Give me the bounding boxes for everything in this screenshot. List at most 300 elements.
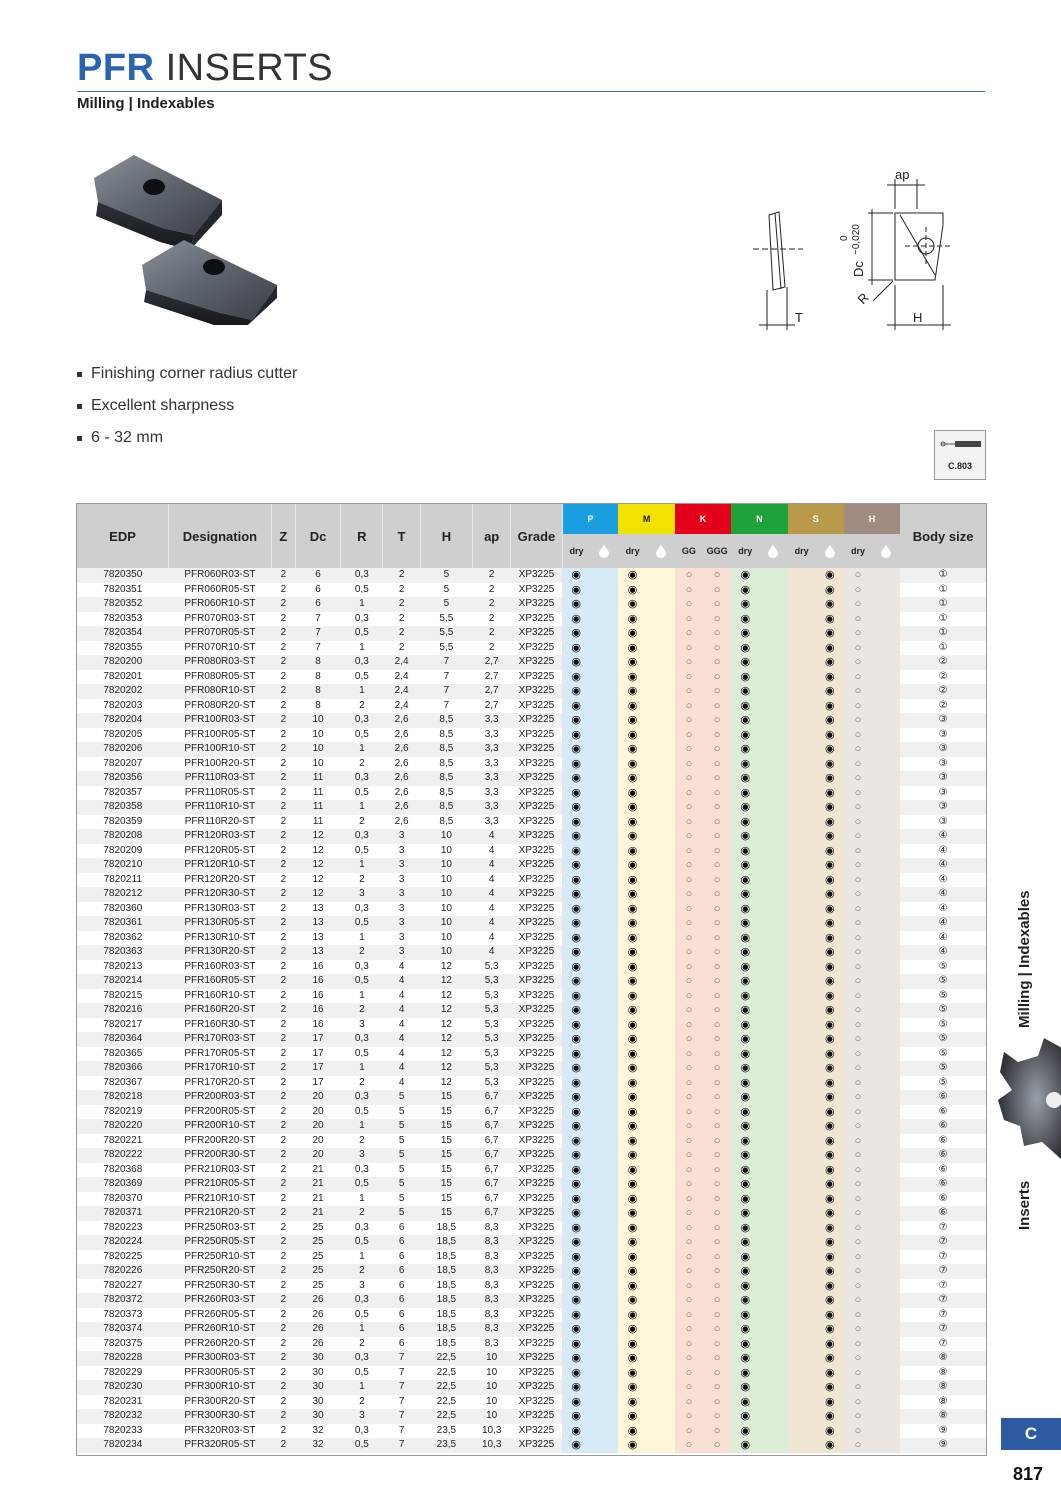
empty-usage-cell <box>590 1279 618 1294</box>
recommended-symbol: ◉ <box>731 1409 759 1424</box>
table-cell: 7 <box>420 684 472 699</box>
empty-usage-cell <box>759 1395 787 1410</box>
empty-usage-cell <box>759 742 787 757</box>
table-cell: 7820222 <box>77 1148 169 1163</box>
empty-usage-cell <box>872 699 900 714</box>
recommended-symbol: ◉ <box>618 641 646 656</box>
empty-usage-cell <box>647 641 675 656</box>
recommended-symbol: ◉ <box>562 1105 590 1120</box>
table-cell: XP3225 <box>511 1061 562 1076</box>
table-cell: PFR260R03-ST <box>169 1293 272 1308</box>
table-cell: 1 <box>341 1322 383 1337</box>
table-cell: 0,5 <box>341 1047 383 1062</box>
suitable-symbol: ○ <box>703 873 731 888</box>
table-cell: 7 <box>383 1438 420 1453</box>
suitable-symbol: ○ <box>844 1409 872 1424</box>
suitable-symbol: ○ <box>844 1061 872 1076</box>
table-cell: 2 <box>271 1090 295 1105</box>
table-cell: PFR300R03-ST <box>169 1351 272 1366</box>
suitable-symbol: ○ <box>844 1177 872 1192</box>
table-cell: 5 <box>420 583 472 598</box>
table-cell: 1 <box>341 597 383 612</box>
table-cell: 0,5 <box>341 670 383 685</box>
table-cell: PFR080R03-ST <box>169 655 272 670</box>
table-cell: 2 <box>271 887 295 902</box>
recommended-symbol: ◉ <box>816 1105 844 1120</box>
recommended-symbol: ◉ <box>562 771 590 786</box>
table-cell: 3 <box>383 873 420 888</box>
table-cell: 2 <box>271 1250 295 1265</box>
empty-usage-cell <box>788 945 816 960</box>
table-cell: XP3225 <box>511 670 562 685</box>
suitable-symbol: ○ <box>675 1322 703 1337</box>
table-cell: 7820202 <box>77 684 169 699</box>
table-cell: 0,3 <box>341 1090 383 1105</box>
empty-usage-cell <box>590 829 618 844</box>
table-cell: 0,5 <box>341 786 383 801</box>
table-row <box>77 1438 986 1453</box>
table-cell: 0,5 <box>341 1308 383 1323</box>
recommended-symbol: ◉ <box>618 1119 646 1134</box>
empty-usage-cell <box>759 568 787 583</box>
table-cell: 21 <box>295 1206 340 1221</box>
table-cell: 7820355 <box>77 641 169 656</box>
table-cell: 7820370 <box>77 1192 169 1207</box>
empty-usage-cell <box>590 1076 618 1091</box>
table-cell: 2,6 <box>383 713 420 728</box>
table-cell: XP3225 <box>511 757 562 772</box>
recommended-symbol: ◉ <box>562 757 590 772</box>
body-size-cell: ⑧ <box>900 1351 986 1366</box>
empty-usage-cell <box>647 1061 675 1076</box>
table-cell: 12 <box>420 974 472 989</box>
table-cell: 7820230 <box>77 1380 169 1395</box>
body-size-cell: ⑥ <box>900 1163 986 1178</box>
body-size-cell: ⑦ <box>900 1250 986 1265</box>
empty-usage-cell <box>590 583 618 598</box>
empty-usage-cell <box>647 916 675 931</box>
recommended-symbol: ◉ <box>618 1192 646 1207</box>
empty-usage-cell <box>872 1119 900 1134</box>
recommended-symbol: ◉ <box>618 931 646 946</box>
recommended-symbol: ◉ <box>816 1424 844 1439</box>
suitable-symbol: ○ <box>703 1192 731 1207</box>
suitable-symbol: ○ <box>844 1250 872 1265</box>
empty-usage-cell <box>759 1206 787 1221</box>
suitable-symbol: ○ <box>703 713 731 728</box>
recommended-symbol: ◉ <box>816 800 844 815</box>
table-cell: 2 <box>271 1206 295 1221</box>
table-cell: XP3225 <box>511 815 562 830</box>
recommended-symbol: ◉ <box>816 1177 844 1192</box>
recommended-symbol: ◉ <box>562 641 590 656</box>
table-cell: 12 <box>420 1003 472 1018</box>
body-size-cell: ⑨ <box>900 1424 986 1439</box>
table-cell: 3,3 <box>473 815 511 830</box>
recommended-symbol: ◉ <box>618 887 646 902</box>
suitable-symbol: ○ <box>675 1279 703 1294</box>
table-row <box>77 1308 986 1323</box>
suitable-symbol: ○ <box>703 1395 731 1410</box>
suitable-symbol: ○ <box>675 1380 703 1395</box>
body-size-cell: ③ <box>900 815 986 830</box>
body-size-cell: ③ <box>900 728 986 743</box>
suitable-symbol: ○ <box>675 1409 703 1424</box>
table-cell: 10 <box>473 1409 511 1424</box>
recommended-symbol: ◉ <box>562 887 590 902</box>
table-cell: 7820361 <box>77 916 169 931</box>
empty-usage-cell <box>788 1424 816 1439</box>
col-header-grade: Grade <box>511 504 562 568</box>
table-cell: 3 <box>341 1148 383 1163</box>
suitable-symbol: ○ <box>844 670 872 685</box>
suitable-symbol: ○ <box>844 1163 872 1178</box>
table-cell: 12 <box>295 829 340 844</box>
recommended-symbol: ◉ <box>731 1293 759 1308</box>
table-cell: 2 <box>271 1395 295 1410</box>
empty-usage-cell <box>759 1424 787 1439</box>
suitable-symbol: ○ <box>844 1105 872 1120</box>
recommended-symbol: ◉ <box>618 800 646 815</box>
table-cell: 4 <box>473 858 511 873</box>
recommended-symbol: ◉ <box>731 655 759 670</box>
recommended-symbol: ◉ <box>618 1047 646 1062</box>
empty-usage-cell <box>647 1250 675 1265</box>
col-header-edp: EDP <box>77 504 169 568</box>
table-cell: 0,5 <box>341 974 383 989</box>
col-header-designation: Designation <box>169 504 272 568</box>
empty-usage-cell <box>759 1380 787 1395</box>
suitable-symbol: ○ <box>675 713 703 728</box>
body-size-cell: ⑦ <box>900 1279 986 1294</box>
recommended-symbol: ◉ <box>816 858 844 873</box>
empty-usage-cell <box>647 568 675 583</box>
table-cell: 26 <box>295 1293 340 1308</box>
table-cell: 7820353 <box>77 612 169 627</box>
table-row <box>77 1047 986 1062</box>
recommended-symbol: ◉ <box>731 1192 759 1207</box>
recommended-symbol: ◉ <box>816 1279 844 1294</box>
body-size-cell: ⑤ <box>900 1047 986 1062</box>
empty-usage-cell <box>759 1061 787 1076</box>
table-cell: PFR200R30-ST <box>169 1148 272 1163</box>
recommended-symbol: ◉ <box>562 728 590 743</box>
suitable-symbol: ○ <box>703 684 731 699</box>
recommended-symbol: ◉ <box>618 1177 646 1192</box>
empty-usage-cell <box>759 655 787 670</box>
suitable-symbol: ○ <box>703 1424 731 1439</box>
body-size-cell: ⑦ <box>900 1264 986 1279</box>
table-cell: 2 <box>473 626 511 641</box>
table-cell: PFR070R10-ST <box>169 641 272 656</box>
empty-usage-cell <box>759 829 787 844</box>
suitable-symbol: ○ <box>675 1235 703 1250</box>
table-row <box>77 1177 986 1192</box>
empty-usage-cell <box>647 684 675 699</box>
table-cell: 0,5 <box>341 916 383 931</box>
body-size-cell: ⑧ <box>900 1366 986 1381</box>
table-cell: XP3225 <box>511 873 562 888</box>
suitable-symbol: ○ <box>675 684 703 699</box>
table-cell: XP3225 <box>511 1308 562 1323</box>
empty-usage-cell <box>872 1250 900 1265</box>
table-cell: XP3225 <box>511 1395 562 1410</box>
page-reference-link[interactable] <box>934 430 986 480</box>
table-cell: 10 <box>420 873 472 888</box>
table-cell: XP3225 <box>511 1148 562 1163</box>
empty-usage-cell <box>759 699 787 714</box>
table-cell: XP3225 <box>511 1235 562 1250</box>
empty-usage-cell <box>788 829 816 844</box>
table-cell: 5 <box>383 1177 420 1192</box>
table-cell: 2 <box>473 641 511 656</box>
table-row <box>77 1221 986 1236</box>
recommended-symbol: ◉ <box>731 800 759 815</box>
body-size-cell: ④ <box>900 829 986 844</box>
body-size-cell: ⑦ <box>900 1221 986 1236</box>
recommended-symbol: ◉ <box>731 771 759 786</box>
empty-usage-cell <box>788 887 816 902</box>
table-cell: 10 <box>420 887 472 902</box>
col-header-dc: Dc <box>295 504 340 568</box>
empty-usage-cell <box>759 974 787 989</box>
empty-usage-cell <box>872 1351 900 1366</box>
body-size-cell: ② <box>900 684 986 699</box>
table-cell: 0,3 <box>341 1351 383 1366</box>
suitable-symbol: ○ <box>844 1047 872 1062</box>
table-cell: XP3225 <box>511 1366 562 1381</box>
table-cell: 0,3 <box>341 902 383 917</box>
body-size-cell: ③ <box>900 786 986 801</box>
table-cell: 18,5 <box>420 1308 472 1323</box>
table-cell: 2 <box>271 1293 295 1308</box>
empty-usage-cell <box>590 713 618 728</box>
empty-usage-cell <box>759 1076 787 1091</box>
tool-holder-icon <box>935 431 985 457</box>
empty-usage-cell <box>647 945 675 960</box>
table-cell: 2 <box>271 800 295 815</box>
table-row <box>77 1380 986 1395</box>
page-title <box>77 46 333 90</box>
recommended-symbol: ◉ <box>618 1409 646 1424</box>
empty-usage-cell <box>590 1264 618 1279</box>
suitable-symbol: ○ <box>703 974 731 989</box>
suitable-symbol: ○ <box>675 1090 703 1105</box>
empty-usage-cell <box>788 960 816 975</box>
empty-usage-cell <box>872 1003 900 1018</box>
body-size-cell: ② <box>900 670 986 685</box>
recommended-symbol: ◉ <box>618 655 646 670</box>
table-cell: 0,3 <box>341 1424 383 1439</box>
table-row <box>77 1366 986 1381</box>
suitable-symbol: ○ <box>703 568 731 583</box>
recommended-symbol: ◉ <box>731 989 759 1004</box>
table-row <box>77 771 986 786</box>
suitable-symbol: ○ <box>844 568 872 583</box>
suitable-symbol: ○ <box>703 626 731 641</box>
recommended-symbol: ◉ <box>816 1134 844 1149</box>
table-row <box>77 1148 986 1163</box>
table-cell: PFR110R20-ST <box>169 815 272 830</box>
recommended-symbol: ◉ <box>816 887 844 902</box>
empty-usage-cell <box>872 1206 900 1221</box>
suitable-symbol: ○ <box>703 1235 731 1250</box>
recommended-symbol: ◉ <box>816 612 844 627</box>
recommended-symbol: ◉ <box>618 728 646 743</box>
recommended-symbol: ◉ <box>618 1337 646 1352</box>
material-group-k: K <box>675 504 731 534</box>
recommended-symbol: ◉ <box>816 1264 844 1279</box>
suitable-symbol: ○ <box>703 1177 731 1192</box>
recommended-symbol: ◉ <box>816 1076 844 1091</box>
table-cell: 7820368 <box>77 1163 169 1178</box>
recommended-symbol: ◉ <box>562 916 590 931</box>
recommended-symbol: ◉ <box>618 1424 646 1439</box>
table-cell: 5,3 <box>473 1061 511 1076</box>
table-cell: 7820354 <box>77 626 169 641</box>
recommended-symbol: ◉ <box>562 858 590 873</box>
coolant-drop-icon <box>590 534 618 568</box>
page-subtitle: Milling | Indexables <box>77 95 215 112</box>
recommended-symbol: ◉ <box>816 1380 844 1395</box>
empty-usage-cell <box>590 815 618 830</box>
recommended-symbol: ◉ <box>731 1206 759 1221</box>
recommended-symbol: ◉ <box>816 1322 844 1337</box>
table-cell: PFR300R20-ST <box>169 1395 272 1410</box>
table-cell: 7 <box>383 1366 420 1381</box>
recommended-symbol: ◉ <box>731 1018 759 1033</box>
empty-usage-cell <box>788 1018 816 1033</box>
suitable-symbol: ○ <box>844 612 872 627</box>
table-cell: 4 <box>473 916 511 931</box>
suitable-symbol: ○ <box>844 1264 872 1279</box>
empty-usage-cell <box>788 1003 816 1018</box>
empty-usage-cell <box>647 1192 675 1207</box>
table-cell: 15 <box>420 1192 472 1207</box>
table-cell: 3 <box>341 887 383 902</box>
suitable-symbol: ○ <box>703 1322 731 1337</box>
table-cell: 8,3 <box>473 1264 511 1279</box>
table-cell: 10 <box>420 916 472 931</box>
table-cell: 2 <box>271 1221 295 1236</box>
recommended-symbol: ◉ <box>618 1395 646 1410</box>
table-cell: 8,5 <box>420 742 472 757</box>
recommended-symbol: ◉ <box>816 1293 844 1308</box>
empty-usage-cell <box>759 626 787 641</box>
empty-usage-cell <box>872 728 900 743</box>
table-cell: 12 <box>420 1061 472 1076</box>
table-cell: 5 <box>383 1192 420 1207</box>
table-row <box>77 684 986 699</box>
table-cell: XP3225 <box>511 1409 562 1424</box>
empty-usage-cell <box>590 626 618 641</box>
table-cell: 7 <box>295 612 340 627</box>
empty-usage-cell <box>872 829 900 844</box>
table-cell: 6 <box>383 1221 420 1236</box>
suitable-symbol: ○ <box>703 1047 731 1062</box>
empty-usage-cell <box>590 728 618 743</box>
recommended-symbol: ◉ <box>816 1032 844 1047</box>
table-cell: PFR320R03-ST <box>169 1424 272 1439</box>
recommended-symbol: ◉ <box>731 670 759 685</box>
table-cell: 7 <box>420 699 472 714</box>
empty-usage-cell <box>788 1264 816 1279</box>
table-cell: PFR070R05-ST <box>169 626 272 641</box>
empty-usage-cell <box>759 1366 787 1381</box>
empty-usage-cell <box>590 1395 618 1410</box>
empty-usage-cell <box>788 989 816 1004</box>
table-cell: 5 <box>383 1090 420 1105</box>
suitable-symbol: ○ <box>675 1032 703 1047</box>
table-cell: 12 <box>420 960 472 975</box>
table-cell: 18,5 <box>420 1221 472 1236</box>
recommended-symbol: ◉ <box>618 1235 646 1250</box>
empty-usage-cell <box>872 1366 900 1381</box>
table-cell: 7820227 <box>77 1279 169 1294</box>
table-cell: XP3225 <box>511 713 562 728</box>
empty-usage-cell <box>647 757 675 772</box>
table-cell: 2 <box>473 597 511 612</box>
table-cell: 3 <box>383 945 420 960</box>
table-cell: 10 <box>473 1380 511 1395</box>
table-cell: 8,3 <box>473 1293 511 1308</box>
table-cell: PFR200R05-ST <box>169 1105 272 1120</box>
recommended-symbol: ◉ <box>618 583 646 598</box>
table-cell: 0,3 <box>341 568 383 583</box>
table-cell: 5,3 <box>473 960 511 975</box>
table-cell: 7820358 <box>77 800 169 815</box>
recommended-symbol: ◉ <box>731 612 759 627</box>
suitable-symbol: ○ <box>703 1134 731 1149</box>
table-cell: PFR250R20-ST <box>169 1264 272 1279</box>
empty-usage-cell <box>590 1308 618 1323</box>
table-cell: 3 <box>341 1409 383 1424</box>
table-cell: PFR200R10-ST <box>169 1119 272 1134</box>
recommended-symbol: ◉ <box>731 1105 759 1120</box>
suitable-symbol: ○ <box>675 1221 703 1236</box>
table-cell: 25 <box>295 1250 340 1265</box>
empty-usage-cell <box>788 1322 816 1337</box>
table-cell: XP3225 <box>511 887 562 902</box>
table-cell: 5,3 <box>473 1047 511 1062</box>
empty-usage-cell <box>590 1177 618 1192</box>
recommended-symbol: ◉ <box>618 1090 646 1105</box>
table-cell: 11 <box>295 800 340 815</box>
table-cell: 10 <box>420 829 472 844</box>
label-tol-upper: 0 <box>839 235 850 241</box>
suitable-symbol: ○ <box>703 1380 731 1395</box>
body-size-cell: ⑤ <box>900 960 986 975</box>
recommended-symbol: ◉ <box>562 1177 590 1192</box>
suitable-symbol: ○ <box>844 1424 872 1439</box>
table-cell: 7820234 <box>77 1438 169 1453</box>
table-cell: 15 <box>420 1119 472 1134</box>
table-cell: 7820218 <box>77 1090 169 1105</box>
empty-usage-cell <box>647 597 675 612</box>
suitable-symbol: ○ <box>675 1424 703 1439</box>
suitable-symbol: ○ <box>844 597 872 612</box>
table-cell: 8 <box>295 655 340 670</box>
table-cell: 1 <box>341 1119 383 1134</box>
empty-usage-cell <box>647 655 675 670</box>
empty-usage-cell <box>647 742 675 757</box>
table-cell: XP3225 <box>511 974 562 989</box>
table-cell: 16 <box>295 989 340 1004</box>
empty-usage-cell <box>647 1337 675 1352</box>
table-cell: 26 <box>295 1337 340 1352</box>
suitable-symbol: ○ <box>675 974 703 989</box>
section-tab[interactable]: C <box>1001 1418 1061 1450</box>
